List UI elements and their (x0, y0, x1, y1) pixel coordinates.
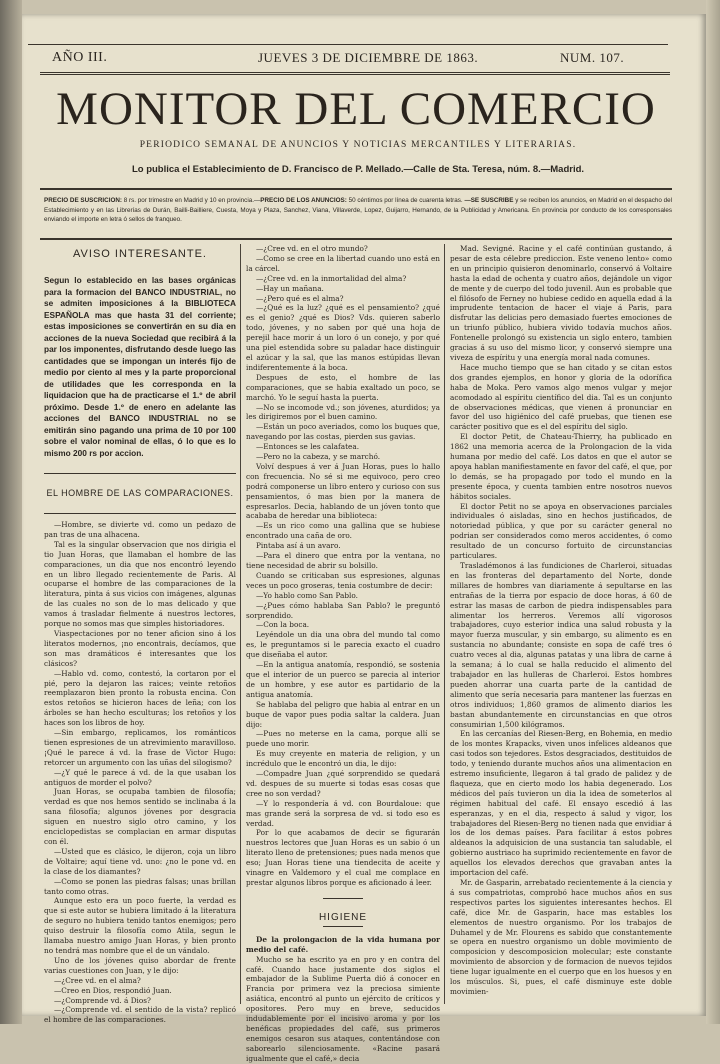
paragraph: Pintaba así á un avaro. (256, 541, 341, 551)
header-rule (40, 72, 670, 75)
paragraph: —¿Y qué le parece á vd. de la que usaban los antiguos de morder el polvo? (44, 767, 236, 787)
paragraph: Mucho se ha escrito ya en pro y en contra del café. Cuando hace justamente dos siglos el embajador de la Sublime Puerta dió á conocer en Francia por primera vez la preciosa simiente asiática, encontró al punto un ejército de críticos y opositores. Pero muy en breve, seducidos indudablemente por el incisivo aroma y por los benéficas propiedades del café, sus primeros enemigos cesaron sus ataques, contentándose con saborearlo silenciosamente. «Racine pasará igualmente que el café,» decia (246, 954, 440, 1063)
header-number: NUM. 107. (560, 50, 625, 65)
hombre-article-continued (246, 244, 440, 888)
paragraph: —¿Cree vd. en el otro mundo? (256, 244, 368, 253)
paragraph: —Hay un mañana. (256, 283, 324, 293)
paragraph: —Hablo vd. como, contestó, la cortaron por el pié, pero la dejaron las raices; veinte retoños reemplazaron bien pronto la robusta encina. Con estos retoños se hicieron haces de leña; con los árboles se han hecho esculturas; los retoños y los haces son los libros de hoy. (44, 668, 236, 728)
paragraph: —Con la boca. (256, 620, 310, 630)
paragraph: —No se incomode vd.; son jóvenes, aturdidos; ya les dirigiremos por el buen camino. (246, 402, 440, 422)
section-rule (44, 513, 236, 514)
subs-subscribe-text: y se reciben los anuncios, en Madrid en el despacho del Establecimiento y en las Librerías de Durán, Bailli-Bailliere, Cuesta, Moya y Plaza, Sanchez, Viana, Villaverde, Lopez, Guijarro, Hernando, de la Publicidad y Americana. En provincia por conducto de los corresponsales enviando el importe en letra ó sellos de franqueo. (44, 197, 673, 223)
higiene-subtitle: De la prolongacion de la vida humana por medio del café. (246, 934, 440, 954)
paragraph: —¿Cree vd. en la inmortalidad del alma? (256, 273, 407, 283)
column-3 (450, 244, 672, 1014)
paragraph: El doctor Petit, de Chateau-Thierry, ha publicado en 1862 una memoria acerca de la Prolongacion de la vida humana por medio del café. Los datos en que el autor se apoya hablan manifiestamente en favor del café, el que, por lo demás, se ha propagado por todo el mundo en la presente época, y cuenta tambien entre nosotros nuevos hábitos sociales. (450, 432, 672, 501)
paragraph: —¿Pues cómo hablaba San Pablo? le preguntó sorprendido. (246, 600, 440, 620)
paragraph: —Para el dinero que entra por la ventana, no tiene necesidad de abrir su bolsillo. (246, 551, 440, 570)
top-rule (28, 44, 668, 45)
column-2 (246, 244, 440, 1063)
higiene-article (246, 955, 440, 1064)
paragraph: —Creo en Dios, respondió Juan. (54, 985, 172, 995)
paragraph: —¿Qué es la luz? ¿qué es el pensamiento? ¿qué es el genio? ¿qué es Dios? Vds. quieren saberlo todo, jóvenes, y no saben por qué una hoja de perejil hace morir á un loro ó un conejo, y por qué una piel estendida sobre su paladar hace distinguir el azúcar y la sal, que las manos estúpidas llevan indiferentemente á la boca. (246, 303, 440, 372)
paragraph: —Entonces se les calafatea. (256, 442, 360, 452)
paragraph: —Pues no meterse en la cama, porque allí se puede uno morir. (246, 729, 440, 749)
paragraph: Uno de los jóvenes quiso abordar de frente varias cuestiones con Juan, y le dijo: (44, 955, 236, 975)
header-year: AÑO III. (52, 50, 108, 65)
book-binding-shadow (0, 0, 22, 1024)
subscription-rule (40, 238, 672, 240)
aviso-body: Segun lo establecido en las bases orgánicas para la formacion del BANCO INDUSTRIAL, no se admiten imposiciones á la BIBLIOTECA ESPAÑOLA mas que hasta 31 del corriente; estas imposiciones se convertirán en su dia en acciones de la nueva Sociedad que recibirá á la par los imponentes, disfrutando desde luego las cantidades que se impongan un interés fijo de medio por ciento al mes y la parte proporcional de utilidades que les corresponda en la liquidacion que ha de practicarse el 1.º de abril próximo. Desde 1.º de enero en adelante las acciones del BANCO INDUSTRIAL no se emitirán sino pagando una prima de 10 por 100 sobre el valor nominal de ellas, ó lo que es lo mismo 200 rs por accion. (44, 275, 236, 458)
section-rule (323, 898, 363, 899)
subs-label-price: PRECIO DE SUSCRICION: (44, 197, 123, 204)
paragraph: Despues de esto, el hombre de las comparaciones, que se habia exaltado un poco, se marchó. Yo le seguí hasta la puerta. (246, 372, 440, 402)
paragraph: Cuando se criticaban sus espresiones, algunas veces un poco groseras, tenia costumbre de decir: (246, 570, 440, 590)
paragraph: Mad. Sevigné. Racine y el café continúan gustando, á pesar de esta célebre prediccion. Este veneno lento» como en un principio quisieron denominarlo, conservó á Voltaire hasta la edad de ochenta y cuatro años, dejándole un vigor de mente y de cuerpo del todo juvenil. Aun es probable que el filósofo de Ferney no hubiese cedido en aquella edad á la imprudente tentacion de hacer el viaje á Paris, para disfrutar las delicias pero demasiado fuertes emociones de un triunfo público, hubiera vivido todavía muchos años. Fontenelle prolongó su existencia un siglo entero, tambien gracias á su uso del mismo licor, y conservó siempre una viveza de espíritu y una energía moral nada comunes. (450, 244, 672, 362)
higiene-rule (323, 926, 363, 927)
paragraph: —Es un rico como una gallina que se hubiese encontrado una caña de oro. (246, 521, 440, 541)
paragraph: —¿Comprende vd. el sentido de la vista? replicó el hombre de las comparaciones. (44, 1005, 236, 1025)
column-1 (44, 244, 236, 1025)
subs-label-ads: PRECIO DE LOS ANUNCIOS: (260, 197, 347, 204)
paragraph: Volví despues á ver á Juan Horas, pues lo hallo con frecuencia. No sé si me equivoco, pero creo podrá componerse un libro entero y curioso con sus pensamientos, ó mas bien por la manera de espresarlos. Decia, hablando de un jóven tonto que acababa de heredar una biblioteca: (246, 461, 440, 521)
paragraph: El doctor Petit no se apoya en observaciones parciales individuales ó aisladas, sino en hechos justificados, de notoriedad pública, y que por su carácter general no podrian ser considerados como meros accidentes, ó como resultado de un concurso fortuito de circunstancias particulares. (450, 501, 672, 561)
paragraph: —Usted que es clásico, le dijeron, coja un libro de Voltaire; aquí tiene vd. uno: ¿no le pone vd. en la clase de los diamantes? (44, 846, 236, 876)
paragraph: —En la antigua anatomía, respondió, se sostenia que el interior de un puerco se parecia al interior de un hombre, y ese autor es partidario de la antigua anatomía. (246, 660, 440, 699)
page-edge (706, 0, 720, 1024)
higiene-heading: HIGIENE (318, 911, 368, 923)
subs-price-text: 8 rs. por trimestre en Madrid y 10 en provincia.— (123, 197, 261, 204)
header-date: JUEVES 3 DE DICIEMBRE DE 1863. (258, 50, 479, 65)
paragraph: Por lo que acabamos de decir se figurarán nuestros lectores que Juan Horas es un sabio ó un literato lleno de pretensiones; pues nada menos que eso; Juan Horas tiene una tiendecita de aceite y vinagre en Valdemoro y el cual me complace en prestar algunos libros porque es aficionado á leer. (246, 828, 440, 887)
subs-label-subscribe: —SE SUSCRIBE (464, 197, 514, 204)
subs-ads-text: 50 céntimos por línea de cuarenta letras. (348, 197, 463, 204)
paragraph: Aunque esto era un poco fuerte, la verdad es que si este autor se hubiera limitado á la literatura de seguro no hubiera tenido tantos enemigos; pero quiso destruir la filosofía como Atila, segun le llamaba nuestro amigo Juan Horas, y bien pronto no tendrá mas nombre que el de un vándalo. (44, 896, 236, 955)
paragraph: Hace mucho tiempo que se han citado y se citan estos dos grandes ejemplos, en honor y gloria de la odorífica haba de Moka. Pero vamos algo menos vulgar y mejor acomodado al espíritu científico del dia. Tal es un conjunto de observaciones médicas, que vienen á pronunciar en favor del uso higiénico del café pruebas, que tienen ese carácter positivo que es el del espíritu del siglo. (450, 362, 672, 432)
paragraph: —Compadre Juan ¿qué sorprendido se quedará vd. despues de su muerte si todas esas cosas que cree no son verdad? (246, 769, 440, 798)
paragraph: Trasladémonos á las fundiciones de Charleroi, situadas en las fronteras del departamento del Norte, donde millares de hombres van diariamente á sepultarse en las entrañas de la tierra por espacio de doce horas, á 60 de estrar las masas de carbon de piedra indispensables para alimentar los herreros. Veremos allí vigorosos trabajadores, cuyo esterior indica una salud robusta y la mayor fuerza muscular, y sin embargo, su alimento es en sustancia no abundante; consiste en sopa de café tres ó cuatro veces al dia, algunas patatas y una libra de carne á la semana; á lo cual se halla reducido el alimento del trabajador en las hulleras de Charleroi. Estos hombres pueden ahorrar una cuarta parte de la cantidad de alimento que sería necesaria para mantener las fuerzas en otros individuos; 1,860 gramos de alimento diarios les bastan abundantemente en circunstancias en que otros consumirian 1,500 kilógramos. (450, 561, 672, 729)
publisher-line: Lo publica el Establecimiento de D. Francisco de P. Mellado.—Calle de Sta. Teresa, núm. 8.—Madrid. (131, 164, 585, 175)
paragraph: Leyéndole un dia una obra del mundo tal como es, le preguntamos si le parecia exacto el cuadro que diseñaba el autor. (246, 630, 440, 660)
paragraph: —Como se ponen las piedras falsas; unas brillan tanto como otras. (44, 876, 236, 896)
subscription-info (44, 196, 672, 225)
masthead-title: MONITOR DEL COMERCIO (56, 83, 656, 135)
paragraph: —Hombre, se divierte vd. como un pedazo de pan tras de una alhacena. (44, 520, 236, 539)
paragraph: —Pero no la cabeza, y se marchó. (256, 452, 381, 462)
section-rule (44, 473, 236, 474)
masthead-subtitle: PERIODICO SEMANAL DE ANUNCIOS Y NOTICIAS MERCANTILES Y LITERARIAS. (139, 140, 577, 150)
paragraph: Se hablaba del peligro que habia al entrar en un buque de vapor pues podia saltar la caldera. Juan dijo: (246, 699, 440, 729)
paragraph: —Y lo respondería á vd. con Bourdaloue: que mas grande será la sorpresa de vd. si todo eso es verdad. (246, 798, 440, 828)
paragraph: —Sin embargo, replicamos, los románticos tienen espresiones de un atrevimiento maravilloso. ¡Qué le parece á vd. la frase de Victor Hugo: retorcer un argumento con las uñas del silogismo? (44, 728, 236, 767)
higiene-article-continued (450, 244, 672, 997)
paragraph: —¿Pero qué es el alma? (256, 293, 344, 303)
paragraph: —¿Cree vd. en el alma? (54, 975, 141, 985)
hombre-article (44, 520, 236, 1025)
column-divider-2 (444, 244, 445, 1004)
paragraph: Es muy creyente en materia de religion, y un incrédulo que le encontró un dia, le dijo: (246, 749, 440, 769)
column-divider-1 (240, 244, 241, 1004)
paragraph: Mr. de Gasparin, arrebatado recientemente á la ciencia y á sus compatriotas, comprobó hace muchos años en sus respectivos partes los siguientes interesantes hechos. El café, dice Mr. de Gasparin, hace mas estables los elementos de nuestro organismo. Por los trabajos de Duhamel y de Mr. Flourens es sabido que constantemente se opera en nuestro organismo un doble movimiento de composicion y descomposicion molecular; este constante movimiento de absorcion y de formacion de nuevos tejidos tiene lugar igualmente en el cuerpo que en los huesos y en los músculos. Si, pues, el café disminuye este doble movimien- (450, 878, 672, 996)
paragraph: Viaspectaciones por no tener aficion sino á los literatos modernos, ¡no encontrais, decíamos, que son mas dramáticos é interesantes que los clásicos? (44, 628, 236, 668)
paragraph: —Yo hablo como San Pablo. (256, 590, 358, 600)
paragraph: —Están un poco averiados, como los buques que, navegando por las costas, pierden sus gavias. (246, 422, 440, 442)
paragraph: Juan Horas, se ocupaba tambien de filosofía; verdad es que nos hemos sentido se inclinaba á la sana filosofía; algunos jóvenes por desgracia siguen en nuestro siglo otro camino, y los enciclopedistas se complacian en armar disputas con él. (44, 787, 236, 846)
publisher-rule (40, 188, 672, 190)
paragraph: —Como se cree en la libertad cuando uno está en la cárcel. (246, 253, 440, 273)
paragraph: En las cercanías del Riesen-Berg, en Bohemia, en medio de los montes Krapacks, viven unos infelices aldeanos que casi todos son tejedores. Estos desgraciados, destituidos de todo, y teniendo durante muchos años una alimentacion en estremo insuficiente, llegaron á tal grado de palidez y de flaqueza, que en cierto modo los habia degenerado. Los médicos del país tuvieron un dia la idea de someterlos al régimen habitual del café. El ensayo escedió á las esperanzas, y en el dia, respecto á salud y vigor, los trabajadores del Riesen-Berg no tienen nada que envidiar á los de los demas países. Para facilitar á estos pobres aldeanos la adquisicion de una sustancia tan saludable, el gobierno austriaco ha suprimido recientemente en favor de aquellos los elevados derechos que gravaban antes la importacion del café. (450, 729, 672, 878)
paragraph: Tal es la singular observacion que nos dirigia el tio Juan Horas, que llamaban el hombre de las comparaciones, un dia que nos encontró leyendo en un libro llegado recientemente de Paris. Al ocuparse el hombre de las comparaciones de la literatura, pinta á sus vicios con imágenes, algunas de las cuales no son de lo mas delicado y que vamos á trasladar fielmente á nuestros lectores, porque no somos mas que simples historiadores. (44, 539, 236, 629)
hombre-heading: EL HOMBRE DE LAS COMPARACIONES. (46, 488, 234, 498)
paragraph: —¿Comprende vd. á Dios? (54, 995, 151, 1005)
aviso-heading: AVISO INTERESANTE. (73, 248, 207, 260)
